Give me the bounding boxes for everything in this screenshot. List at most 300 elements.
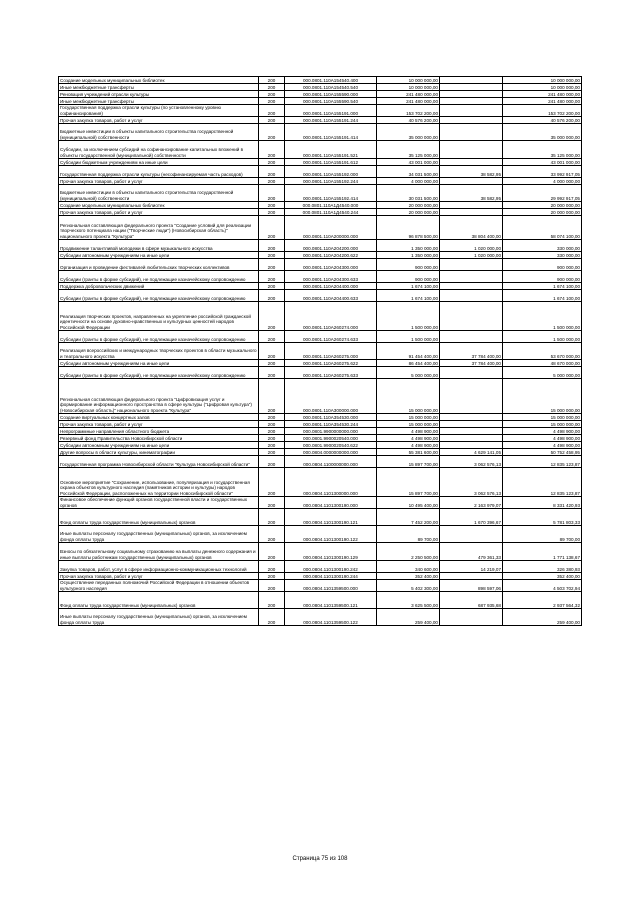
cell-approved: 20 000 000,00: [377, 202, 440, 209]
cell-budget-code: 000.0804.1101300190.129: [285, 543, 377, 561]
cell-approved: 20 000 000,00: [377, 209, 440, 216]
cell-name: Субсидии автономным учреждениям на иные цели: [59, 442, 259, 449]
cell-budget-code: 000.0801.110А260275.622: [285, 360, 377, 367]
table-row: [59, 166, 582, 178]
cell-name: Субсидии, за исключением субсидий на софинансирование капитальных вложений в объекты государственной (муниципальной) собственности: [59, 141, 259, 159]
cell-executed: 898 597,06: [440, 580, 503, 592]
cell-budget-code: 000.0801.110А154540.400: [285, 77, 377, 84]
cell-line-code: 200: [259, 216, 285, 240]
cell-remaining: 330 000,00: [503, 252, 582, 259]
cell-budget-code: 000.0804.1101300190.000: [285, 497, 377, 509]
cell-budget-code: 000.0804.1101300190.242: [285, 561, 377, 573]
cell-name: Продвижение талантливой молодежи в сфере музыкального искусства: [59, 240, 259, 252]
cell-line-code: 200: [259, 91, 285, 98]
cell-remaining: 15 000 000,00: [503, 379, 582, 414]
cell-name: Резервный фонд Правительства Новосибирской области: [59, 435, 259, 442]
cell-name: Реализация всероссийских и международных творческих проектов в области музыкального и театрального искусства: [59, 343, 259, 360]
cell-budget-code: 000.0801.110А155191.244: [285, 117, 377, 124]
cell-budget-code: 000.0804.1101300190.121: [285, 509, 377, 526]
cell-remaining: 12 835 123,87: [503, 456, 582, 468]
cell-budget-code: 000.0804.1100000000.000: [285, 456, 377, 468]
cell-executed: [440, 105, 503, 117]
table-row: [59, 141, 582, 159]
cell-line-code: 200: [259, 509, 285, 526]
table-row: [59, 290, 582, 302]
cell-approved: 7 452 200,00: [377, 509, 440, 526]
cell-remaining: 43 001 000,00: [503, 159, 582, 166]
cell-name: Создание модельных муниципальных библиотек: [59, 77, 259, 84]
cell-name: Основное мероприятие "Сохранение, использование, популяризация и государственная охрана объектов культурного наследия (памятников истории и культуры) народов Российской Федерации, расположенных на территории Новосибирской области": [59, 468, 259, 497]
cell-name: Субсидии (гранты в форме субсидий), не подлежащие казначейскому сопровождению: [59, 290, 259, 302]
cell-budget-code: 000.0801.110А200000.000: [285, 216, 377, 240]
cell-remaining: 900 000,00: [503, 271, 582, 283]
cell-approved: 40 576 200,00: [377, 117, 440, 124]
cell-executed: [440, 421, 503, 428]
table-row: [59, 456, 582, 468]
cell-budget-code: 000.0801.9900000000.000: [285, 428, 377, 435]
cell-budget-code: 000.0801.110А155191.521: [285, 141, 377, 159]
cell-remaining: 4 498 900,00: [503, 442, 582, 449]
table-row: [59, 124, 582, 141]
cell-line-code: 200: [259, 428, 285, 435]
cell-executed: [440, 302, 503, 331]
cell-name: Прочая закупка товаров, работ и услуг: [59, 421, 259, 428]
cell-approved: 89 700,00: [377, 526, 440, 543]
cell-remaining: 33 992 917,05: [503, 166, 582, 178]
table-row: [59, 435, 582, 442]
cell-name: Прочая закупка товаров, работ и услуг: [59, 209, 259, 216]
cell-name: Прочая закупка товаров, работ и услуг: [59, 573, 259, 580]
cell-approved: 153 702 200,00: [377, 105, 440, 117]
cell-approved: 86 454 400,00: [377, 360, 440, 367]
table-row: [59, 117, 582, 124]
cell-remaining: 10 000 000,00: [503, 77, 582, 84]
table-row: [59, 468, 582, 497]
cell-approved: 2 250 500,00: [377, 543, 440, 561]
cell-budget-code: 000.0804.1101300190.244: [285, 573, 377, 580]
cell-remaining: 2 937 564,32: [503, 592, 582, 609]
cell-executed: [440, 271, 503, 283]
table-row: [59, 343, 582, 360]
table-row: [59, 283, 582, 290]
cell-approved: 4 000 000,00: [377, 178, 440, 185]
cell-approved: 352 400,00: [377, 573, 440, 580]
cell-budget-code: 000.0801.110А155191.000: [285, 105, 377, 117]
cell-name: Государственная поддержка отрасли культуры (по установленному уровню софинансирования): [59, 105, 259, 117]
cell-remaining: 12 835 123,87: [503, 468, 582, 497]
table-row: [59, 159, 582, 166]
cell-executed: [440, 573, 503, 580]
cell-executed: [440, 283, 503, 290]
cell-line-code: 200: [259, 331, 285, 343]
table-row: [59, 259, 582, 271]
cell-remaining: 330 000,00: [503, 240, 582, 252]
cell-line-code: 200: [259, 561, 285, 573]
cell-executed: 3 062 576,13: [440, 468, 503, 497]
cell-line-code: 200: [259, 185, 285, 202]
cell-executed: [440, 117, 503, 124]
table-row: [59, 379, 582, 414]
cell-remaining: 50 752 458,95: [503, 449, 582, 456]
cell-remaining: 35 125 000,00: [503, 141, 582, 159]
page-footer: Страница 75 из 108: [292, 856, 348, 862]
cell-line-code: 200: [259, 468, 285, 497]
cell-line-code: 200: [259, 343, 285, 360]
cell-line-code: 200: [259, 580, 285, 592]
cell-budget-code: 000.0801.110А155590.540: [285, 98, 377, 105]
cell-name: Другие вопросы в области культуры, кинематографии: [59, 449, 259, 456]
table-row: [59, 414, 582, 421]
table-row: [59, 421, 582, 428]
table-row: [59, 543, 582, 561]
cell-budget-code: 000.0804.0000000000.000: [285, 449, 377, 456]
cell-name: Закупка товаров, работ, услуг в сфере информационно-коммуникационных технологий: [59, 561, 259, 573]
cell-remaining: 153 702 200,00: [503, 105, 582, 117]
cell-line-code: 200: [259, 105, 285, 117]
cell-remaining: 20 000 000,00: [503, 209, 582, 216]
cell-executed: 4 629 141,05: [440, 449, 503, 456]
cell-remaining: 4 498 900,00: [503, 435, 582, 442]
cell-executed: 479 361,33: [440, 543, 503, 561]
cell-executed: 1 020 000,00: [440, 252, 503, 259]
cell-line-code: 200: [259, 159, 285, 166]
cell-remaining: 900 000,00: [503, 259, 582, 271]
cell-name: Государственная поддержка отрасли культуры (несофинансируемая часть расходов): [59, 166, 259, 178]
cell-remaining: 241 480 000,00: [503, 91, 582, 98]
cell-executed: [440, 159, 503, 166]
cell-line-code: 200: [259, 283, 285, 290]
cell-line-code: 200: [259, 435, 285, 442]
cell-approved: 241 480 000,00: [377, 98, 440, 105]
cell-budget-code: 000.0801.110А260275.000: [285, 343, 377, 360]
cell-executed: 2 163 979,07: [440, 497, 503, 509]
cell-budget-code: 000.0801.110А155191.414: [285, 124, 377, 141]
cell-executed: [440, 442, 503, 449]
table-row: [59, 509, 582, 526]
cell-approved: 900 000,00: [377, 259, 440, 271]
cell-approved: 15 000 000,00: [377, 379, 440, 414]
cell-approved: 55 381 600,00: [377, 449, 440, 456]
cell-line-code: 200: [259, 449, 285, 456]
table-row: [59, 331, 582, 343]
cell-remaining: 4 503 702,94: [503, 580, 582, 592]
cell-budget-code: 000.0804.1101300190.122: [285, 526, 377, 543]
cell-remaining: 8 331 420,93: [503, 497, 582, 509]
cell-line-code: 200: [259, 77, 285, 84]
cell-budget-code: 000.0804.1101359500.000: [285, 580, 377, 592]
cell-budget-code: 000.0801.110А300000.000: [285, 379, 377, 414]
cell-approved: 1 350 000,00: [377, 240, 440, 252]
cell-remaining: 241 480 000,00: [503, 98, 582, 105]
table-row: [59, 271, 582, 283]
table-row: [59, 360, 582, 367]
cell-executed: [440, 290, 503, 302]
cell-line-code: 200: [259, 442, 285, 449]
cell-line-code: 200: [259, 166, 285, 178]
cell-remaining: 4 498 900,00: [503, 428, 582, 435]
table-row: [59, 105, 582, 117]
cell-remaining: 89 700,00: [503, 526, 582, 543]
cell-line-code: 200: [259, 178, 285, 185]
cell-executed: 38 582,95: [440, 185, 503, 202]
cell-executed: [440, 414, 503, 421]
cell-name: Фонд оплаты труда государственных (муниципальных) органов: [59, 592, 259, 609]
cell-name: Бюджетные инвестиции в объекты капитального строительства государственной (муниципальной) собственности: [59, 185, 259, 202]
cell-budget-code: 000.0801.110А204200.000: [285, 240, 377, 252]
cell-line-code: 200: [259, 259, 285, 271]
cell-budget-code: 000.0801.9900020540.000: [285, 435, 377, 442]
budget-table-body: [59, 77, 582, 626]
cell-line-code: 200: [259, 209, 285, 216]
cell-approved: 1 674 100,00: [377, 290, 440, 302]
cell-budget-code: 000.0801.110А155192.244: [285, 178, 377, 185]
cell-approved: 96 878 500,00: [377, 216, 440, 240]
cell-name: Субсидии автономным учреждениям на иные цели: [59, 252, 259, 259]
cell-name: Прочая закупка товаров, работ и услуг: [59, 178, 259, 185]
cell-line-code: 200: [259, 98, 285, 105]
cell-name: Непрограммные направления областного бюджета: [59, 428, 259, 435]
cell-remaining: 15 000 000,00: [503, 414, 582, 421]
table-row: [59, 367, 582, 379]
cell-executed: 3 062 576,13: [440, 456, 503, 468]
cell-name: Иные выплаты персоналу государственных (муниципальных) органов, за исключением фонда оплаты труда: [59, 526, 259, 543]
cell-line-code: 200: [259, 573, 285, 580]
cell-budget-code: 000.0801.110А1Д4540.000: [285, 202, 377, 209]
table-row: [59, 302, 582, 331]
cell-executed: [440, 98, 503, 105]
cell-budget-code: 000.0801.110А204200.622: [285, 252, 377, 259]
cell-executed: 14 219,07: [440, 561, 503, 573]
cell-budget-code: 000.0801.110А155590.000: [285, 91, 377, 98]
cell-executed: [440, 209, 503, 216]
cell-line-code: 200: [259, 124, 285, 141]
cell-budget-code: 000.0801.9900020540.622: [285, 442, 377, 449]
cell-approved: 10 000 000,00: [377, 77, 440, 84]
cell-approved: 43 001 000,00: [377, 159, 440, 166]
cell-approved: 15 000 000,00: [377, 421, 440, 428]
cell-remaining: 1 500 000,00: [503, 331, 582, 343]
cell-name: Бюджетные инвестиции в объекты капитального строительства государственной (муниципальной) собственности: [59, 124, 259, 141]
table-row: [59, 178, 582, 185]
cell-executed: 687 935,68: [440, 592, 503, 609]
cell-executed: 1 670 396,67: [440, 509, 503, 526]
table-row: [59, 216, 582, 240]
cell-remaining: 5 781 803,33: [503, 509, 582, 526]
cell-budget-code: 000.0801.110А260275.633: [285, 367, 377, 379]
cell-approved: 241 480 000,00: [377, 91, 440, 98]
cell-remaining: 5 000 000,00: [503, 367, 582, 379]
cell-approved: 15 897 700,00: [377, 468, 440, 497]
cell-budget-code: 000.0801.110А204300.633: [285, 271, 377, 283]
cell-remaining: 10 000 000,00: [503, 84, 582, 91]
cell-remaining: 40 576 200,00: [503, 117, 582, 124]
cell-name: Осуществление переданных полномочий Российской Федерации в отношении объектов культурного наследия: [59, 580, 259, 592]
cell-name: Иные выплаты персоналу государственных (муниципальных) органов, за исключением фонда оплаты труда: [59, 609, 259, 626]
cell-executed: 37 784 400,00: [440, 343, 503, 360]
cell-executed: [440, 435, 503, 442]
cell-name: Реновация учреждений отрасли культуры: [59, 91, 259, 98]
cell-name: Финансовое обеспечение функций органов государственной власти и государственных органов: [59, 497, 259, 509]
cell-approved: 5 402 300,00: [377, 580, 440, 592]
cell-approved: 4 498 900,00: [377, 435, 440, 442]
cell-approved: 340 600,00: [377, 561, 440, 573]
cell-remaining: 352 400,00: [503, 573, 582, 580]
cell-approved: 3 625 500,00: [377, 592, 440, 609]
cell-line-code: 200: [259, 302, 285, 331]
cell-name: Прочая закупка товаров, работ и услуг: [59, 117, 259, 124]
cell-name: Государственная программа Новосибирской области "Культура Новосибирской области": [59, 456, 259, 468]
cell-budget-code: 000.0801.110А204300.000: [285, 259, 377, 271]
cell-executed: [440, 124, 503, 141]
table-row: [59, 609, 582, 626]
cell-remaining: 20 000 000,00: [503, 202, 582, 209]
cell-line-code: 200: [259, 252, 285, 259]
cell-remaining: 48 670 000,00: [503, 360, 582, 367]
cell-budget-code: 000.0801.110А204400.000: [285, 283, 377, 290]
cell-approved: 91 454 400,00: [377, 343, 440, 360]
cell-line-code: 200: [259, 117, 285, 124]
cell-approved: 259 400,00: [377, 609, 440, 626]
table-row: [59, 202, 582, 209]
cell-approved: 35 125 000,00: [377, 141, 440, 159]
cell-approved: 900 000,00: [377, 271, 440, 283]
cell-name: Создание виртуальных концертных залов: [59, 414, 259, 421]
cell-budget-code: 000.0801.110А260274.000: [285, 302, 377, 331]
table-row: [59, 84, 582, 91]
cell-executed: 37 784 400,00: [440, 360, 503, 367]
budget-table: [58, 76, 582, 626]
table-row: [59, 209, 582, 216]
table-row: [59, 77, 582, 84]
cell-line-code: 200: [259, 526, 285, 543]
cell-line-code: 200: [259, 592, 285, 609]
cell-approved: 4 498 900,00: [377, 442, 440, 449]
cell-line-code: 200: [259, 202, 285, 209]
cell-remaining: 1 674 100,00: [503, 283, 582, 290]
cell-line-code: 200: [259, 271, 285, 283]
cell-name: Организация и проведение фестивалей любительских творческих коллективов: [59, 259, 259, 271]
cell-budget-code: 000.0804.1101359500.121: [285, 592, 377, 609]
table-row: [59, 449, 582, 456]
cell-approved: 30 031 500,00: [377, 185, 440, 202]
cell-name: Создание модельных муниципальных библиотек: [59, 202, 259, 209]
cell-name: Фонд оплаты труда государственных (муниципальных) органов: [59, 509, 259, 526]
cell-name: Субсидии автономным учреждениям на иные цели: [59, 360, 259, 367]
cell-line-code: 200: [259, 379, 285, 414]
cell-name: Субсидии бюджетным учреждениям на иные цели: [59, 159, 259, 166]
cell-remaining: 1 500 000,00: [503, 302, 582, 331]
cell-remaining: 259 400,00: [503, 609, 582, 626]
cell-executed: [440, 609, 503, 626]
cell-executed: [440, 428, 503, 435]
cell-name: Региональная составляющая федерального проекта "Создание условий для реализации творческого потенциала нации ("Творческие люди") (Новосибирская область)" национального проекта "Культура": [59, 216, 259, 240]
cell-budget-code: 000.0801.110А260274.633: [285, 331, 377, 343]
cell-budget-code: 000.0804.1101359500.122: [285, 609, 377, 626]
cell-remaining: 1 771 138,67: [503, 543, 582, 561]
cell-line-code: 200: [259, 421, 285, 428]
cell-budget-code: 000.0804.1101300000.000: [285, 468, 377, 497]
cell-approved: 1 500 000,00: [377, 302, 440, 331]
cell-line-code: 200: [259, 543, 285, 561]
cell-approved: 35 000 000,00: [377, 124, 440, 141]
cell-executed: [440, 141, 503, 159]
cell-remaining: 15 000 000,00: [503, 421, 582, 428]
cell-executed: [440, 331, 503, 343]
cell-approved: 1 500 000,00: [377, 331, 440, 343]
table-row: [59, 526, 582, 543]
cell-line-code: 200: [259, 414, 285, 421]
table-row: [59, 252, 582, 259]
cell-executed: 38 582,95: [440, 166, 503, 178]
cell-approved: 5 000 000,00: [377, 367, 440, 379]
cell-remaining: 29 992 917,05: [503, 185, 582, 202]
cell-name: Реализация творческих проектов, направленных на укрепление российской гражданской идентичности на основе духовно-нравственных и культурных ценностей народов Российской Федерации: [59, 302, 259, 331]
cell-line-code: 200: [259, 240, 285, 252]
cell-executed: 1 020 000,00: [440, 240, 503, 252]
cell-remaining: 53 670 000,00: [503, 343, 582, 360]
table-row: [59, 240, 582, 252]
cell-executed: [440, 178, 503, 185]
cell-name: Поддержка добровольческих движений: [59, 283, 259, 290]
cell-name: Взносы по обязательному социальному страхованию на выплаты денежного содержания и иные выплаты работникам государственных (муниципальных) органов: [59, 543, 259, 561]
cell-approved: 10 495 400,00: [377, 497, 440, 509]
cell-executed: [440, 91, 503, 98]
cell-approved: 15 897 700,00: [377, 456, 440, 468]
cell-executed: [440, 259, 503, 271]
cell-line-code: 200: [259, 141, 285, 159]
cell-approved: 1 350 000,00: [377, 252, 440, 259]
cell-remaining: 326 380,93: [503, 561, 582, 573]
cell-approved: 15 000 000,00: [377, 414, 440, 421]
cell-budget-code: 000.0801.110А155192.000: [285, 166, 377, 178]
cell-line-code: 200: [259, 360, 285, 367]
cell-budget-code: 000.0801.110А154540.540: [285, 84, 377, 91]
table-row: [59, 428, 582, 435]
cell-executed: [440, 84, 503, 91]
cell-name: Иные межбюджетные трансферты: [59, 98, 259, 105]
cell-name: Региональная составляющая федерального проекта "Цифровизация услуг и формирование информационного пространства в сфере культуры ("Цифровая культура") (Новосибирская область)" национального проекта "Культура": [59, 379, 259, 414]
cell-line-code: 200: [259, 609, 285, 626]
table-row: [59, 561, 582, 573]
table-row: [59, 592, 582, 609]
cell-approved: 34 031 500,00: [377, 166, 440, 178]
table-row: [59, 580, 582, 592]
table-row: [59, 497, 582, 509]
cell-approved: 4 498 900,00: [377, 428, 440, 435]
cell-remaining: 58 074 100,00: [503, 216, 582, 240]
cell-executed: [440, 526, 503, 543]
table-row: [59, 98, 582, 105]
cell-executed: [440, 379, 503, 414]
table-row: [59, 573, 582, 580]
cell-name: Субсидии (гранты в форме субсидий), не подлежащие казначейскому сопровождению: [59, 331, 259, 343]
cell-line-code: 200: [259, 497, 285, 509]
table-row: [59, 442, 582, 449]
cell-budget-code: 000.0801.110А204400.633: [285, 290, 377, 302]
cell-budget-code: 000.0801.110А354530.244: [285, 421, 377, 428]
cell-remaining: 1 674 100,00: [503, 290, 582, 302]
cell-name: Субсидии (гранты в форме субсидий), не подлежащие казначейскому сопровождению: [59, 367, 259, 379]
cell-executed: 38 804 400,00: [440, 216, 503, 240]
cell-remaining: 4 000 000,00: [503, 178, 582, 185]
cell-line-code: 200: [259, 290, 285, 302]
cell-budget-code: 000.0801.110А1Д4540.244: [285, 209, 377, 216]
cell-approved: 10 000 000,00: [377, 84, 440, 91]
cell-executed: [440, 77, 503, 84]
cell-budget-code: 000.0801.110А155191.612: [285, 159, 377, 166]
cell-line-code: 200: [259, 84, 285, 91]
cell-budget-code: 000.0801.110А354530.000: [285, 414, 377, 421]
